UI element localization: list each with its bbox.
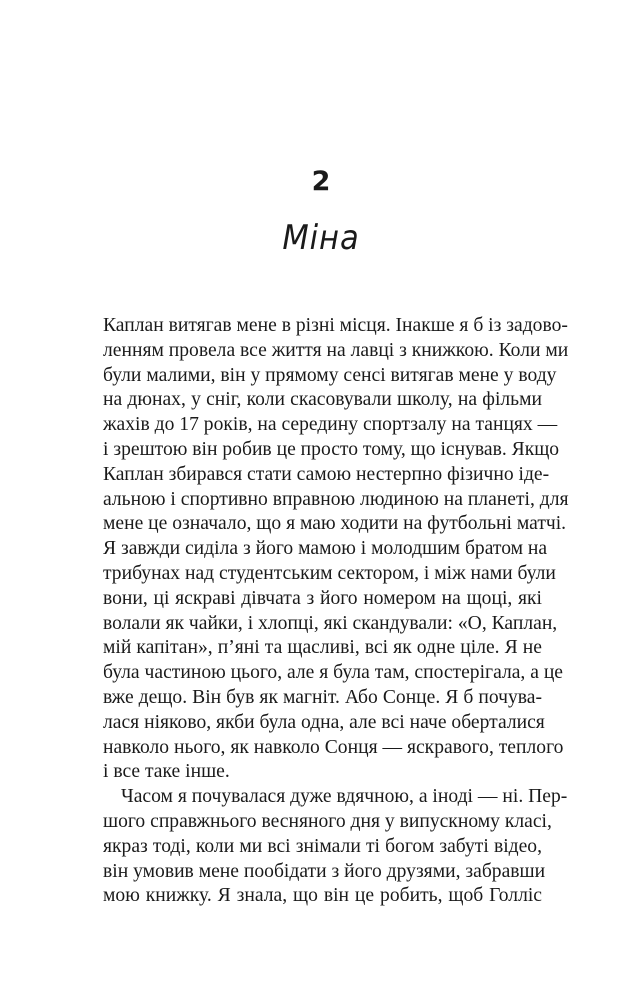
text-line: Каплан витягав мене в різні місця. Інакше я б із задово- [103,315,568,336]
chapter-title: Міна [282,218,360,258]
text-line: шого справжнього весняного дня у випускному класі, [103,810,552,832]
text-line: на дюнах, у сніг, коли скасовували школу, на фільми [103,389,542,411]
chapter-body [103,314,569,909]
text-line: жахів до 17 років, на середину спортзалу на танцях — [103,414,558,436]
text-line: Часом я почувалася дуже вдячною, а іноді — ні. Пер- [121,786,568,808]
text-line: вони, ці яскраві дівчата з його номером на щоці, які [103,587,542,609]
text-line: Каплан збирався стати самою нестерпно фізично іде- [103,463,550,485]
text-line: волали як чайки, і хлопці, які скандували: «О, Каплан, [103,612,558,634]
text-line: Я завжди сиділа з його мамою і молодшим братом на [103,538,548,560]
text-line: лася ніяково, якби була одна, але всі наче оберталися [103,711,545,733]
text-line: ленням провела все життя на лавці з книжкою. Коли ми [103,339,569,361]
text-line: трибунах над студентським сектором, і між нами були [103,562,556,584]
text-line: навколо нього, як навколо Сонця — яскравого, теплого [103,736,564,758]
text-line: вже дещо. Він був як магніт. Або Сонце. Я б почува- [103,686,542,708]
text-line: і все таке інше. [103,761,230,783]
text-line: були малими, він у прямому сенсі витягав мене у воду [103,364,557,386]
chapter-number: 2 [311,166,331,197]
text-line: він умовив мене пообідати з його друзями, забравши [103,860,546,882]
text-line: мене це означало, що я маю ходити на футбольні матчі. [103,513,567,535]
text-line: альною і спортивно вправною людиною на планеті, для [103,488,569,510]
text-line: мою книжку. Я знала, що він це робить, щоб Голліс [103,885,542,907]
text-line: і зрештою він робив це просто тому, що існував. Якщо [103,438,560,460]
text-line: була частиною цього, але я була там, спостерігала, а це [103,662,564,684]
text-line: якраз тоді, коли ми всі знімали ті богом забуті відео, [103,835,542,857]
text-line: мій капітан», п’яні та щасливі, всі як одне ціле. Я не [103,637,542,659]
